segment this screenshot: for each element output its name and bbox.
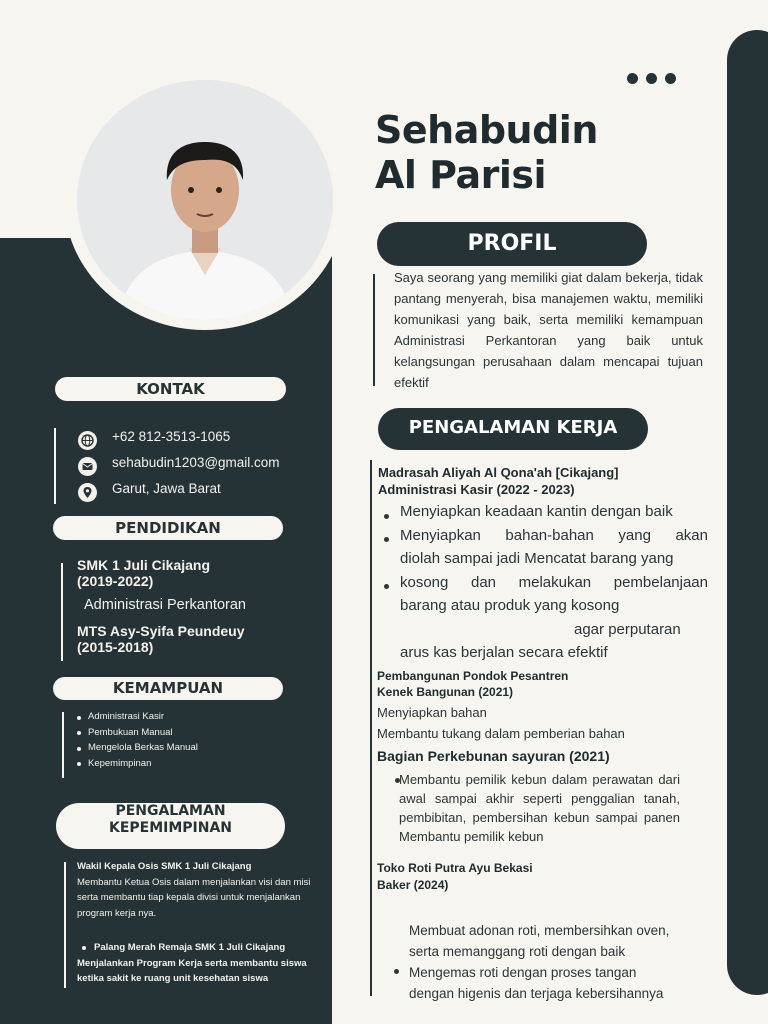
kontak-timeline bbox=[54, 428, 56, 504]
org1-title: Wakil Kepala Osis SMK 1 Juli Cikajang bbox=[77, 861, 252, 872]
skill-item: Administrasi Kasir bbox=[88, 711, 165, 722]
kontak-heading: KONTAK bbox=[55, 377, 286, 401]
bullet-icon bbox=[384, 537, 389, 542]
skills-list bbox=[74, 709, 198, 771]
pendidikan-timeline bbox=[61, 563, 63, 661]
job2-tasks bbox=[377, 702, 697, 744]
contact-phone[interactable]: +62 812-3513-1065 bbox=[112, 429, 231, 444]
school2 bbox=[77, 623, 245, 655]
bullet-icon bbox=[394, 969, 399, 974]
school1-name: SMK 1 Juli Cikajang bbox=[77, 557, 211, 573]
org1-text: Membantu Ketua Osis dalam menjalankan visi dan misi serta membantu tiap kepala divisi untuk menjalankan program kerja nya. bbox=[77, 876, 311, 919]
org2-title: Palang Merah Remaja SMK 1 Juli Cikajang bbox=[94, 942, 286, 953]
mail-icon bbox=[78, 457, 97, 476]
job3-title: Bagian Perkebunan sayuran (2021) bbox=[377, 748, 610, 764]
school1 bbox=[77, 557, 210, 589]
kepemimpinan-heading-line1: PENGALAMAN bbox=[115, 803, 226, 819]
kepemimpinan-heading-line2: KEPEMIMPINAN bbox=[108, 820, 233, 836]
job2-role: Kenek Bangunan (2021) bbox=[377, 685, 514, 699]
school1-years: (2019-2022) bbox=[77, 573, 154, 589]
job4-role: Baker (2024) bbox=[377, 878, 449, 892]
profil-text: Saya seorang yang memiliki giat dalam bekerja, tidak pantang menyerah, bisa manajemen waktu, memiliki komunikasi yang baik, serta memiliki kemampuan Administrasi Perkantoran yang baik untuk kelangsungan perusahaan dalam mencapai tujuan efektif bbox=[394, 270, 703, 390]
job1-bullet-4: agar perputaran bbox=[574, 620, 681, 638]
bullet-icon bbox=[77, 731, 81, 735]
school2-name: MTS Asy-Syifa Peundeuy bbox=[77, 623, 245, 639]
job2-task-1: Menyiapkan bahan bbox=[377, 705, 487, 720]
profil-timeline bbox=[373, 274, 375, 386]
globe-icon bbox=[78, 431, 97, 450]
more-dots-icon-2 bbox=[646, 73, 657, 84]
job2-task-2: Membantu tukang dalam pemberian bahan bbox=[377, 726, 625, 741]
job1-title bbox=[378, 464, 698, 498]
name-line-2: Al Parisi bbox=[375, 153, 547, 197]
job1-employer: Madrasah Aliyah Al Qona'ah [Cikajang] bbox=[378, 465, 619, 480]
candidate-name bbox=[375, 108, 598, 198]
job1-bullet-3-cont: barang atau produk yang kosong bbox=[400, 597, 620, 614]
kemampuan-timeline bbox=[62, 712, 64, 778]
right-decor-bar bbox=[727, 30, 768, 995]
job1-bullet-1: Menyiapkan keadaan kantin dengan baik bbox=[400, 503, 673, 520]
kepemimpinan-timeline bbox=[64, 862, 66, 988]
pengalaman-kerja-heading: PENGALAMAN KERJA bbox=[378, 408, 648, 450]
pengalaman-timeline bbox=[370, 460, 372, 996]
pendidikan-heading: PENDIDIKAN bbox=[53, 516, 283, 540]
kemampuan-heading: KEMAMPUAN bbox=[53, 677, 283, 700]
job1-bullet-3: kosong dan melakukan pembelanjaan bbox=[400, 573, 708, 591]
job1-bullet-4-cont: arus kas berjalan secara efektif bbox=[400, 644, 608, 661]
job2-title bbox=[377, 668, 677, 700]
job3-text: Membantu pemilik kebun dalam perawatan dari awal sampai akhir seperti penggalian tanah, pembibitan, pembersihan kebun sampai panen Membantu pemilik kebun bbox=[399, 772, 680, 844]
contact-location: Garut, Jawa Barat bbox=[112, 481, 221, 496]
name-line-1: Sehabudin bbox=[375, 108, 598, 152]
kepemimpinan-heading bbox=[56, 803, 285, 849]
bullet-icon bbox=[384, 584, 389, 589]
job4-task-1: Membuat adonan roti, membersihkan oven, bbox=[409, 923, 670, 938]
school1-major: Administrasi Perkantoran bbox=[84, 597, 246, 613]
more-dots-icon-3 bbox=[665, 73, 676, 84]
bullet-icon bbox=[77, 747, 81, 751]
skill-item: Mengelola Berkas Manual bbox=[88, 742, 198, 753]
profil-heading: PROFIL bbox=[377, 222, 647, 266]
org2 bbox=[77, 940, 325, 987]
bullet-icon bbox=[384, 514, 389, 519]
job4-task-3: Mengemas roti dengan proses tangan bbox=[409, 965, 637, 980]
bullet-icon bbox=[77, 716, 81, 720]
location-pin-icon bbox=[78, 483, 97, 502]
skill-item: Pembukuan Manual bbox=[88, 726, 173, 738]
job4-tasks bbox=[394, 920, 714, 1004]
person-silhouette-icon bbox=[77, 80, 333, 320]
school2-years: (2015-2018) bbox=[77, 639, 154, 655]
job1-role: Administrasi Kasir (2022 - 2023) bbox=[378, 482, 575, 497]
job2-employer: Pembangunan Pondok Pesantren bbox=[377, 669, 569, 683]
bullet-icon bbox=[77, 762, 81, 766]
job1-bullets bbox=[378, 500, 708, 665]
job1-bullet-2-cont: diolah sampai jadi Mencatat barang yang bbox=[400, 550, 674, 567]
profile-photo bbox=[77, 80, 333, 320]
org1 bbox=[77, 859, 315, 921]
contact-email[interactable]: sehabudin1203@gmail.com bbox=[112, 455, 280, 470]
job4-employer: Toko Roti Putra Ayu Bekasi bbox=[377, 861, 533, 875]
job4-task-4: dengan higenis dan terjaga kebersihannya bbox=[409, 986, 664, 1001]
job1-bullet-2: Menyiapkan bahan-bahan yang akan bbox=[400, 526, 708, 544]
skill-item: Kepemimpinan bbox=[88, 757, 152, 769]
job4-task-2: serta memanggang roti dengan baik bbox=[409, 944, 626, 959]
org2-text: Menjalankan Program Kerja serta membantu siswa ketika sakit ke ruang unit kesehatan siswa bbox=[77, 957, 307, 984]
more-dots-icon bbox=[627, 73, 638, 84]
job4-title bbox=[377, 860, 677, 894]
